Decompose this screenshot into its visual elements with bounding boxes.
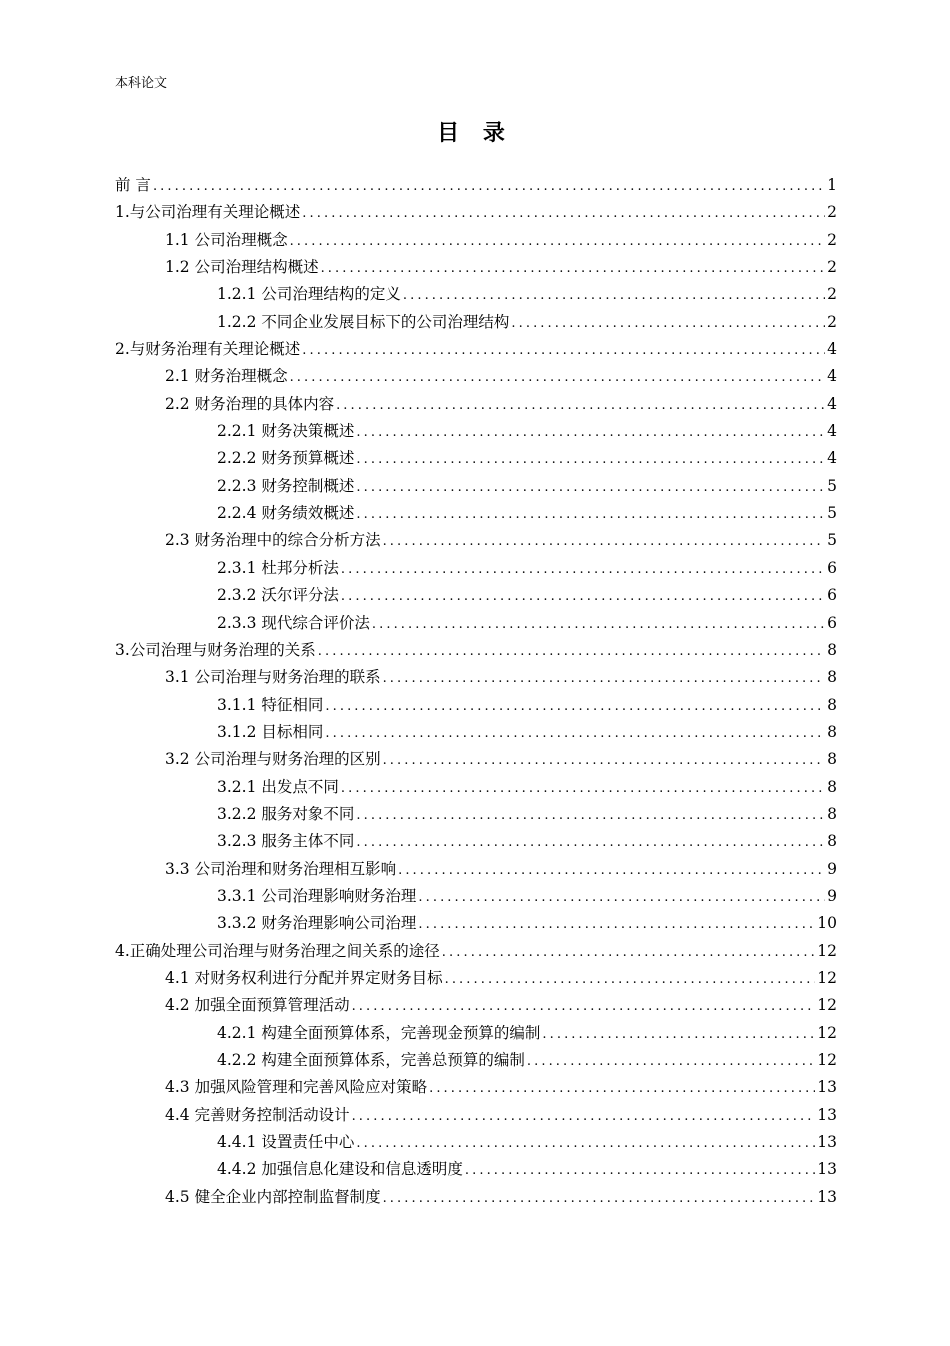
toc-entry-page: 8 (827, 695, 837, 714)
toc-title: 目 录 (437, 121, 513, 146)
toc-entry-page: 8 (827, 640, 837, 659)
toc-entry-page: 4 (827, 394, 837, 413)
toc-entry-page: 12 (817, 941, 837, 960)
toc-entry[interactable] (115, 692, 837, 719)
toc-leader-dots (356, 802, 825, 829)
toc-leader-dots (341, 556, 825, 583)
toc-entry-page: 8 (827, 832, 837, 851)
toc-entry-page: 4 (827, 367, 837, 386)
toc-leader-dots (341, 775, 825, 802)
toc-leader-dots (383, 665, 826, 692)
toc-entry-title: 3.1.2 目标相同 (217, 722, 324, 741)
toc-entry-title: 4.5 健全企业内部控制监督制度 (165, 1187, 381, 1206)
toc-entry[interactable] (115, 1074, 837, 1101)
toc-entry-page: 12 (817, 968, 837, 987)
toc-entry-title: 3.3 公司治理和财务治理相互影响 (165, 859, 397, 878)
toc-entry-page: 12 (817, 1023, 837, 1042)
toc-entry[interactable] (115, 281, 837, 308)
toc-entry-page: 6 (827, 586, 837, 605)
toc-entry[interactable] (115, 582, 837, 609)
toc-entry-title: 4.4.1 设置责任中心 (217, 1133, 355, 1152)
toc-entry-page: 4 (827, 449, 837, 468)
toc-entry[interactable] (115, 719, 837, 746)
toc-entry-page: 2 (827, 312, 837, 331)
toc-leader-dots (356, 474, 825, 501)
toc-entry[interactable] (115, 336, 837, 363)
toc-entry-page: 12 (817, 1051, 837, 1069)
toc-entry-page: 8 (827, 750, 837, 769)
toc-leader-dots (542, 1021, 815, 1048)
toc-entry-page: 4 (827, 422, 837, 441)
toc-leader-dots (302, 337, 825, 364)
toc-entry-title: 1.与公司治理有关理论概述 (115, 203, 301, 222)
toc-entry[interactable] (115, 1156, 837, 1183)
toc-entry-title: 3.2.2 服务对象不同 (217, 804, 355, 823)
toc-entry-page: 5 (827, 531, 837, 550)
page-header: 本科论文 (115, 76, 168, 91)
toc-entry[interactable] (115, 555, 837, 582)
toc-leader-dots (153, 173, 825, 200)
toc-entry[interactable] (115, 309, 837, 336)
toc-entry-page: 8 (827, 777, 837, 796)
toc-entry-title: 2.1 财务治理概念 (165, 367, 288, 386)
toc-leader-dots (418, 884, 825, 911)
toc-leader-dots (290, 228, 826, 255)
toc-entry[interactable] (115, 363, 837, 390)
toc-leader-dots (445, 966, 816, 993)
toc-entry-title: 4.正确处理公司治理与财务治理之间关系的途径 (115, 941, 440, 960)
toc-leader-dots (418, 911, 815, 938)
toc-leader-dots (356, 829, 825, 856)
toc-entry[interactable] (115, 445, 837, 472)
toc-entry[interactable] (115, 774, 837, 801)
toc-entry-page: 5 (827, 504, 837, 523)
toc-leader-dots (352, 993, 816, 1020)
toc-entry-title: 4.2 加强全面预算管理活动 (165, 996, 350, 1015)
toc-entry[interactable] (115, 1102, 837, 1129)
toc-entry-title: 3.2 公司治理与财务治理的区别 (165, 750, 381, 769)
toc-entry-title: 2.3.1 杜邦分析法 (217, 558, 339, 577)
toc-entry-page: 4 (827, 340, 837, 359)
toc-entry-title: 2.与财务治理有关理论概述 (115, 340, 301, 359)
toc-entry[interactable] (115, 1020, 837, 1047)
toc-entry-title: 1.1 公司治理概念 (165, 230, 288, 249)
toc-entry[interactable] (115, 172, 837, 199)
toc-entry-title: 4.3 加强风险管理和完善风险应对策略 (165, 1078, 428, 1097)
toc-entry[interactable] (115, 965, 837, 992)
toc-entry-page: 2 (827, 285, 837, 304)
toc-entry-page: 10 (817, 914, 837, 933)
toc-leader-dots (465, 1157, 815, 1184)
toc-leader-dots (356, 446, 825, 473)
toc-leader-dots (527, 1048, 815, 1075)
toc-leader-dots (383, 528, 826, 555)
toc-entry-title: 4.2.2 构建全面预算体系，完善总预算的编制 (217, 1051, 525, 1069)
toc-entry-title: 2.2.3 财务控制概述 (217, 476, 355, 495)
toc-entry-title: 前 言 (115, 176, 151, 194)
toc-leader-dots (290, 364, 826, 391)
table-of-contents (115, 172, 837, 1211)
toc-entry[interactable] (115, 910, 837, 937)
toc-leader-dots (356, 419, 825, 446)
toc-entry-page: 8 (827, 722, 837, 741)
toc-leader-dots (321, 255, 826, 282)
toc-entry-page: 2 (827, 258, 837, 277)
toc-entry-page: 2 (827, 230, 837, 249)
toc-entry-title: 2.2 财务治理的具体内容 (165, 394, 335, 413)
toc-entry[interactable] (115, 664, 837, 691)
toc-entry[interactable] (115, 227, 837, 254)
toc-entry[interactable] (115, 992, 837, 1019)
toc-entry-page: 6 (827, 613, 837, 632)
toc-entry-title: 3.公司治理与财务治理的关系 (115, 640, 316, 659)
toc-entry[interactable] (115, 1047, 837, 1074)
toc-entry[interactable] (115, 1184, 837, 1211)
toc-entry-page: 9 (827, 886, 837, 905)
toc-entry-title: 2.3.3 现代综合评价法 (217, 613, 370, 632)
toc-entry[interactable] (115, 199, 837, 226)
toc-leader-dots (511, 310, 825, 337)
toc-leader-dots (429, 1075, 815, 1102)
toc-entry-title: 4.4 完善财务控制活动设计 (165, 1105, 350, 1124)
toc-entry-title: 1.2.2 不同企业发展目标下的公司治理结构 (217, 312, 510, 331)
toc-entry-title: 2.2.2 财务预算概述 (217, 449, 355, 468)
toc-leader-dots (325, 720, 825, 747)
toc-entry-page: 13 (817, 1187, 837, 1206)
toc-leader-dots (302, 200, 825, 227)
toc-entry-title: 4.4.2 加强信息化建设和信息透明度 (217, 1160, 463, 1179)
toc-entry[interactable] (115, 637, 837, 664)
toc-entry-title: 3.1 公司治理与财务治理的联系 (165, 668, 381, 687)
toc-entry-page: 8 (827, 668, 837, 687)
toc-entry-title: 1.2 公司治理结构概述 (165, 258, 319, 277)
toc-entry-title: 2.3.2 沃尔评分法 (217, 586, 339, 605)
toc-entry-title: 4.1 对财务权利进行分配并界定财务目标 (165, 968, 443, 987)
toc-leader-dots (356, 1130, 815, 1157)
toc-entry-page: 8 (827, 804, 837, 823)
toc-entry-title: 2.2.4 财务绩效概述 (217, 504, 355, 523)
toc-entry[interactable] (115, 746, 837, 773)
toc-entry-title: 1.2.1 公司治理结构的定义 (217, 285, 401, 304)
toc-leader-dots (352, 1103, 816, 1130)
toc-leader-dots (318, 638, 825, 665)
toc-leader-dots (403, 282, 825, 309)
toc-entry-page: 9 (827, 859, 837, 878)
toc-entry-page: 13 (817, 1078, 837, 1097)
toc-entry-title: 3.2.3 服务主体不同 (217, 832, 355, 851)
toc-entry-title: 3.1.1 特征相同 (217, 695, 324, 714)
toc-entry[interactable] (115, 856, 837, 883)
toc-entry[interactable] (115, 391, 837, 418)
toc-leader-dots (336, 392, 825, 419)
toc-entry-page: 12 (817, 996, 837, 1015)
toc-entry[interactable] (115, 610, 837, 637)
toc-entry[interactable] (115, 473, 837, 500)
toc-entry-title: 4.2.1 构建全面预算体系，完善现金预算的编制 (217, 1023, 541, 1042)
toc-leader-dots (442, 939, 815, 966)
toc-entry-page: 2 (827, 203, 837, 222)
toc-entry-page: 13 (817, 1160, 837, 1179)
toc-entry-page: 13 (817, 1105, 837, 1124)
toc-entry[interactable] (115, 527, 837, 554)
toc-entry-page: 6 (827, 558, 837, 577)
toc-entry[interactable] (115, 828, 837, 855)
toc-entry[interactable] (115, 938, 837, 965)
toc-leader-dots (341, 583, 825, 610)
toc-entry[interactable] (115, 254, 837, 281)
toc-leader-dots (398, 857, 825, 884)
toc-entry-page: 5 (827, 476, 837, 495)
toc-leader-dots (325, 693, 825, 720)
toc-entry-page: 1 (827, 176, 837, 194)
toc-entry-page: 13 (817, 1133, 837, 1152)
toc-entry[interactable] (115, 883, 837, 910)
toc-entry[interactable] (115, 801, 837, 828)
toc-entry-title: 3.3.1 公司治理影响财务治理 (217, 886, 417, 905)
toc-leader-dots (372, 611, 825, 638)
toc-leader-dots (383, 1185, 816, 1212)
toc-entry-title: 2.3 财务治理中的综合分析方法 (165, 531, 381, 550)
toc-entry[interactable] (115, 418, 837, 445)
toc-leader-dots (383, 747, 826, 774)
toc-entry[interactable] (115, 500, 837, 527)
toc-entry-title: 3.2.1 出发点不同 (217, 777, 339, 796)
toc-leader-dots (356, 501, 825, 528)
toc-entry-title: 2.2.1 财务决策概述 (217, 422, 355, 441)
toc-entry[interactable] (115, 1129, 837, 1156)
toc-entry-title: 3.3.2 财务治理影响公司治理 (217, 914, 417, 933)
